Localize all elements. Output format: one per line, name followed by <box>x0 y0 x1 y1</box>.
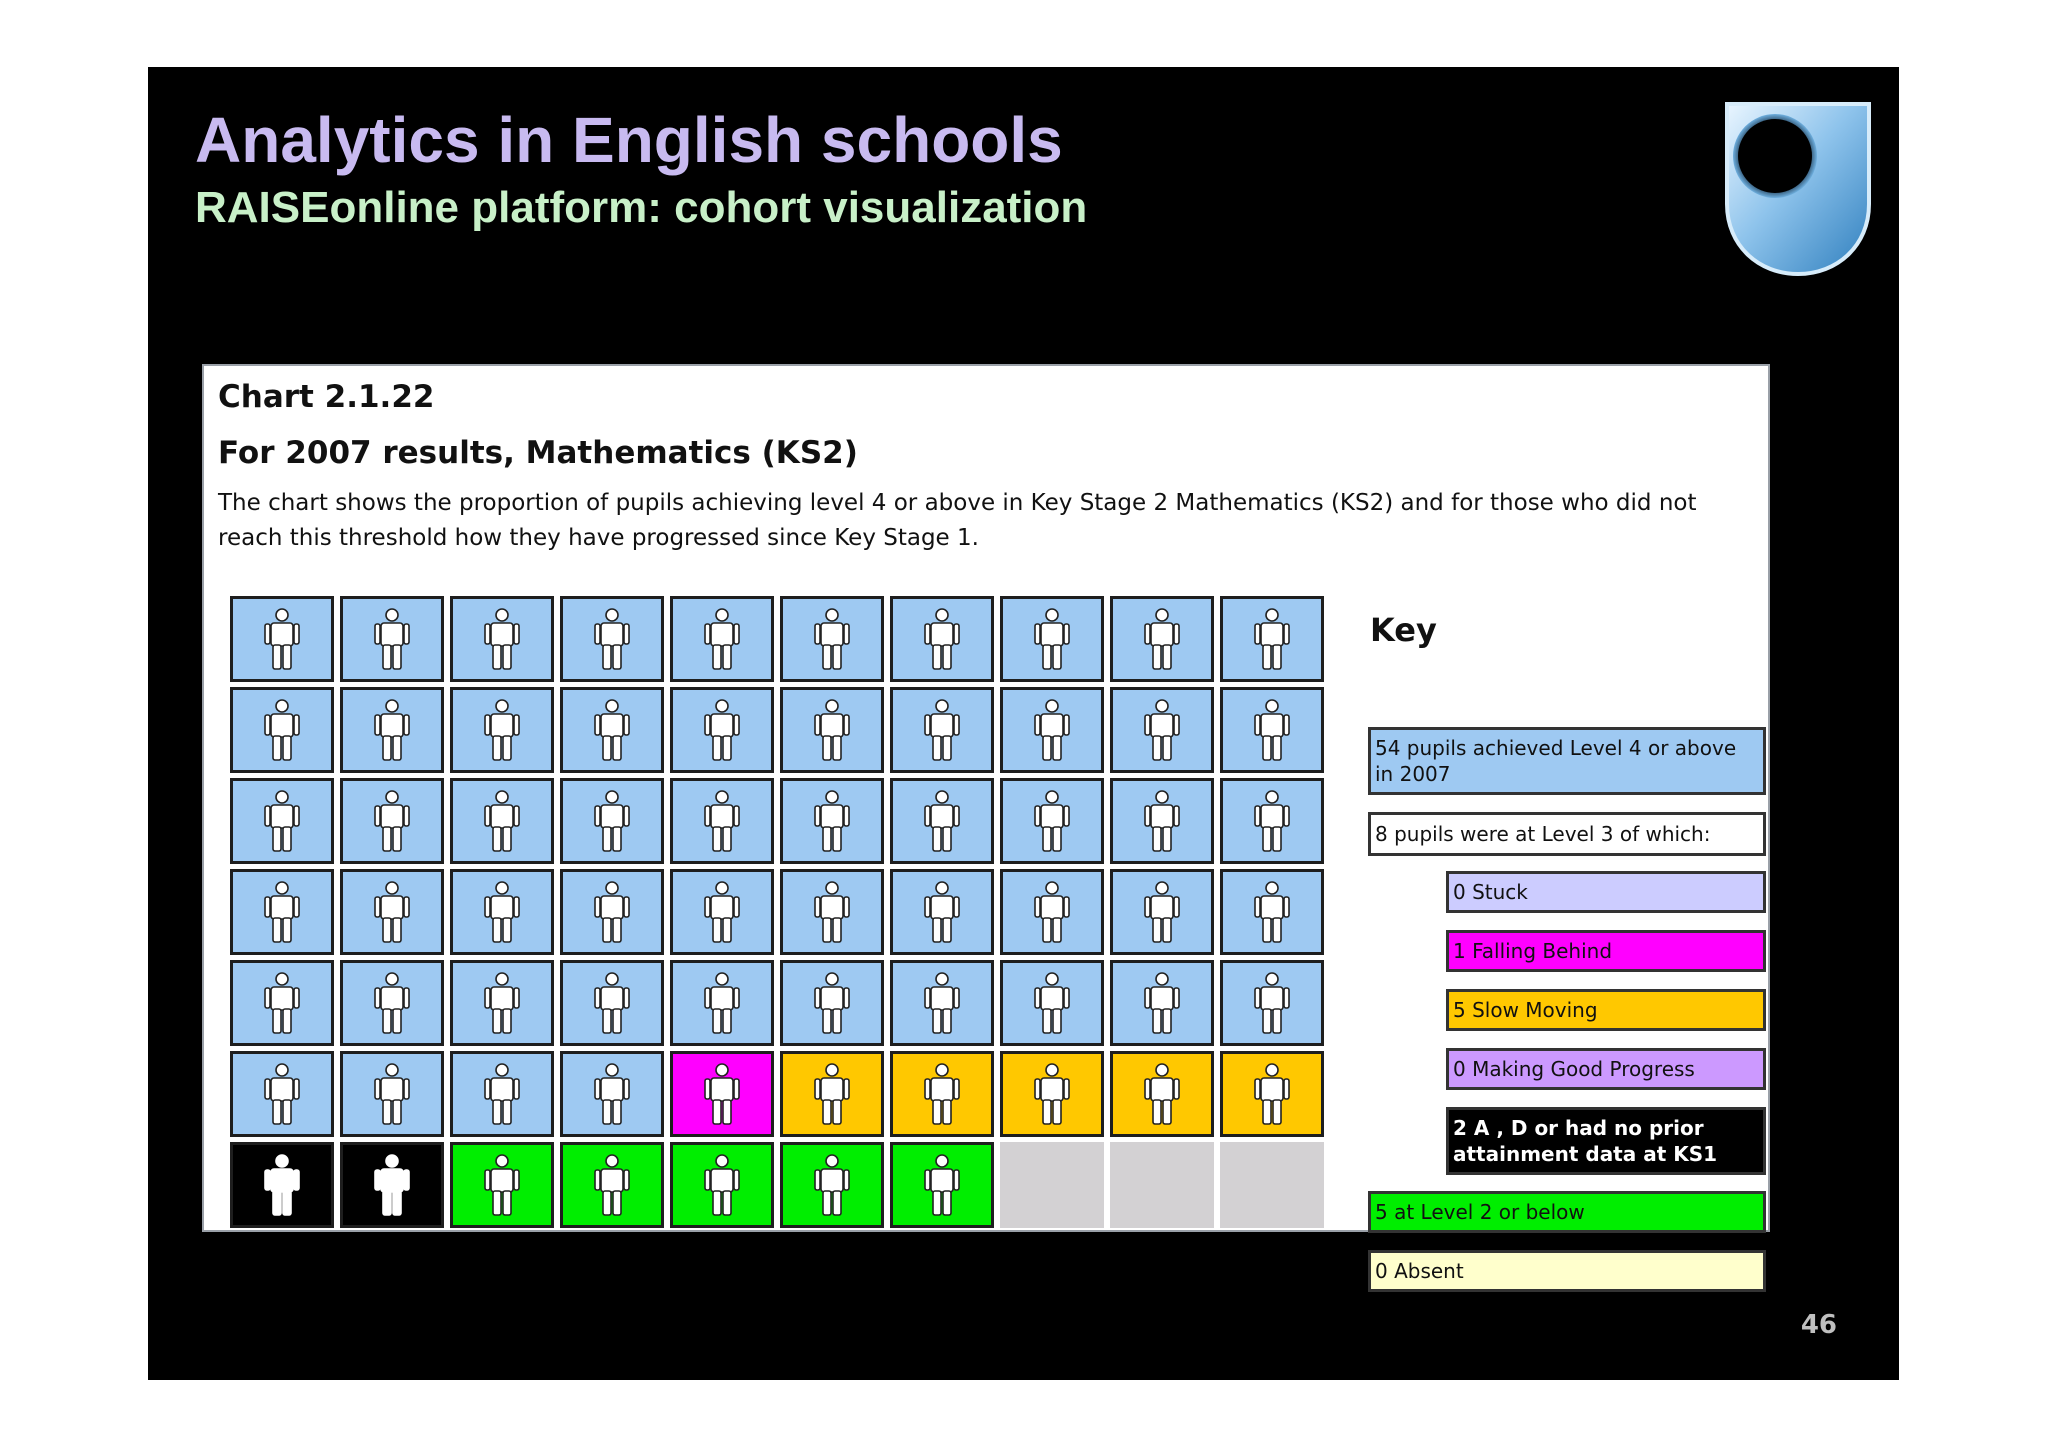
pupil-cell-level4 <box>560 960 664 1046</box>
pupil-figure-icon <box>1034 699 1070 761</box>
pupil-figure-icon <box>1254 608 1290 670</box>
pupil-figure-icon <box>704 790 740 852</box>
key-item-label: 0 Absent <box>1375 1259 1464 1283</box>
pupil-figure-icon <box>374 972 410 1034</box>
pupil-figure-icon <box>264 790 300 852</box>
key-item-level4 <box>1368 727 1766 795</box>
pupil-figure-icon <box>704 699 740 761</box>
pupil-figure-icon <box>1144 699 1180 761</box>
pupil-cell-level2 <box>670 1142 774 1228</box>
pupil-cell-level4 <box>1110 778 1214 864</box>
pupil-cell-level4 <box>890 687 994 773</box>
pupil-cell-level4 <box>780 869 884 955</box>
pupil-cell-level4 <box>1110 869 1214 955</box>
pupil-cell-noprior <box>230 1142 334 1228</box>
pupil-cell-slow <box>1110 1051 1214 1137</box>
pupil-cell-slow <box>1220 1051 1324 1137</box>
chart-heading: For 2007 results, Mathematics (KS2) <box>218 435 858 471</box>
pupil-figure-icon <box>484 1063 520 1125</box>
pupil-cell-falling <box>670 1051 774 1137</box>
key-item-label: 8 pupils were at Level 3 of which: <box>1375 822 1711 846</box>
key-item-label: 0 Stuck <box>1453 880 1528 904</box>
pupil-figure-icon <box>264 608 300 670</box>
pupil-figure-icon <box>484 972 520 1034</box>
pupil-figure-icon <box>264 972 300 1034</box>
pupil-cell-level4 <box>1220 778 1324 864</box>
key-item-level3 <box>1368 812 1766 856</box>
pupil-cell-level4 <box>560 778 664 864</box>
pupil-cell-level4 <box>1220 869 1324 955</box>
pupil-cell-level4 <box>340 960 444 1046</box>
pupil-figure-icon <box>374 881 410 943</box>
pupil-cell-level4 <box>230 778 334 864</box>
pupil-cell-level4 <box>450 960 554 1046</box>
key-item-absent <box>1368 1250 1766 1292</box>
pupil-cell-slow <box>1000 1051 1104 1137</box>
pupil-cell-level4 <box>1220 687 1324 773</box>
pupil-cell-level2 <box>890 1142 994 1228</box>
pupil-figure-icon <box>374 1063 410 1125</box>
pupil-cell-level4 <box>230 687 334 773</box>
pupil-cell-level4 <box>560 596 664 682</box>
key-item-label: 54 pupils achieved Level 4 or above in 2007 <box>1375 736 1737 786</box>
pupil-cell-level4 <box>1220 596 1324 682</box>
pupil-figure-icon <box>1254 972 1290 1034</box>
chart-description: The chart shows the proportion of pupils achieving level 4 or above in Key Stage 2 Mathematics (KS2) and for those who did not reach this threshold how they have progressed since Key Stage 1. <box>218 490 1697 551</box>
pupil-cell-level4 <box>1110 596 1214 682</box>
pupil-cell-level4 <box>670 960 774 1046</box>
pupil-cell-level4 <box>890 960 994 1046</box>
chart-panel <box>202 364 1770 1283</box>
pupil-figure-icon <box>484 1154 520 1216</box>
pupil-figure-icon <box>1254 881 1290 943</box>
slide-subtitle: RAISEonline platform: cohort visualization <box>195 183 1088 232</box>
pupil-figure-icon <box>594 881 630 943</box>
pupil-figure-icon <box>814 1063 850 1125</box>
pupil-figure-icon <box>924 972 960 1034</box>
pupil-figure-icon <box>924 1154 960 1216</box>
pupil-figure-icon <box>594 790 630 852</box>
slide <box>148 67 1899 1380</box>
pupil-cell-level4 <box>340 687 444 773</box>
pupil-cell-level4 <box>670 687 774 773</box>
pupil-figure-icon <box>1144 972 1180 1034</box>
key-item-good-progress <box>1446 1048 1766 1090</box>
pupil-figure-icon <box>814 790 850 852</box>
pupil-cell-level4 <box>1000 596 1104 682</box>
key-item-stuck <box>1446 871 1766 913</box>
pupil-figure-icon <box>1254 790 1290 852</box>
pupil-figure-icon <box>814 972 850 1034</box>
pupil-figure-icon <box>1144 790 1180 852</box>
pupil-cell-level4 <box>1000 687 1104 773</box>
pupil-cell-level4 <box>340 778 444 864</box>
pupil-figure-icon <box>594 1063 630 1125</box>
pupil-cell-level4 <box>230 1051 334 1137</box>
pupil-figure-icon <box>704 881 740 943</box>
pupil-cell-level4 <box>670 596 774 682</box>
pupil-figure-icon <box>814 699 850 761</box>
pupil-cell-level4 <box>450 778 554 864</box>
pupil-cell-level2 <box>450 1142 554 1228</box>
pupil-cell-level2 <box>560 1142 664 1228</box>
empty-cell <box>1110 1142 1214 1228</box>
pupil-figure-icon <box>814 881 850 943</box>
pupil-figure-icon <box>924 1063 960 1125</box>
pupil-figure-icon <box>924 699 960 761</box>
pupil-figure-icon <box>924 608 960 670</box>
pupil-cell-level4 <box>230 869 334 955</box>
pupil-cell-level4 <box>670 869 774 955</box>
pupil-figure-icon <box>1144 881 1180 943</box>
pupil-cell-level4 <box>560 869 664 955</box>
key-item-label: 5 at Level 2 or below <box>1375 1200 1585 1224</box>
pupil-figure-icon <box>374 699 410 761</box>
pupil-figure-icon <box>264 1063 300 1125</box>
pupil-figure-icon <box>704 608 740 670</box>
chart-id: Chart 2.1.22 <box>218 379 435 415</box>
empty-cell <box>1000 1142 1104 1228</box>
pupil-figure-icon <box>264 1154 300 1216</box>
empty-cell <box>1220 1142 1324 1228</box>
pupil-cell-level4 <box>340 596 444 682</box>
pupil-figure-icon <box>1034 881 1070 943</box>
pupil-cell-level4 <box>450 596 554 682</box>
pupil-cell-level4 <box>230 596 334 682</box>
key-item-label: 5 Slow Moving <box>1453 998 1598 1022</box>
pupil-cell-level4 <box>890 869 994 955</box>
pupil-figure-icon <box>924 881 960 943</box>
pupil-figure-icon <box>1144 1063 1180 1125</box>
pupil-cell-level4 <box>1220 960 1324 1046</box>
key-item-slow-moving <box>1446 989 1766 1031</box>
pupil-cell-level4 <box>450 687 554 773</box>
pupil-cell-level4 <box>340 869 444 955</box>
pupil-cell-level4 <box>780 596 884 682</box>
pupil-cell-level4 <box>230 960 334 1046</box>
pupil-figure-icon <box>1254 1063 1290 1125</box>
pupil-figure-icon <box>484 699 520 761</box>
pupil-figure-icon <box>814 1154 850 1216</box>
pupil-figure-icon <box>704 1154 740 1216</box>
open-university-logo-icon <box>1723 100 1873 278</box>
pupil-cell-slow <box>890 1051 994 1137</box>
pupil-figure-icon <box>1144 608 1180 670</box>
page-number: 46 <box>1800 1310 1837 1340</box>
pupil-figure-icon <box>484 608 520 670</box>
pupil-figure-icon <box>594 699 630 761</box>
pupil-figure-icon <box>264 881 300 943</box>
pupil-figure-icon <box>594 1154 630 1216</box>
pupil-figure-icon <box>1034 608 1070 670</box>
pupil-cell-level4 <box>1000 869 1104 955</box>
pupil-cell-level4 <box>1110 687 1214 773</box>
pupil-cell-level4 <box>560 1051 664 1137</box>
pupil-figure-icon <box>264 699 300 761</box>
pupil-cell-level2 <box>780 1142 884 1228</box>
pupil-cell-level4 <box>780 778 884 864</box>
pupil-cell-level4 <box>780 687 884 773</box>
pupil-cell-noprior <box>340 1142 444 1228</box>
pupil-figure-icon <box>1034 790 1070 852</box>
pupil-cell-level4 <box>560 687 664 773</box>
pupil-cell-level4 <box>1000 778 1104 864</box>
key-item-label: 2 A , D or had no prior attainment data at KS1 <box>1453 1116 1718 1166</box>
pupil-figure-icon <box>594 608 630 670</box>
key-item-level2-or-below <box>1368 1191 1766 1233</box>
pupil-cell-level4 <box>890 596 994 682</box>
pupil-figure-icon <box>704 972 740 1034</box>
pupil-figure-icon <box>924 790 960 852</box>
key-item-no-prior-data <box>1446 1107 1766 1175</box>
pupil-figure-icon <box>484 790 520 852</box>
pupil-cell-level4 <box>890 778 994 864</box>
pupil-cell-level4 <box>670 778 774 864</box>
key-item-falling-behind <box>1446 930 1766 972</box>
pupil-cell-level4 <box>450 1051 554 1137</box>
pupil-cell-level4 <box>1000 960 1104 1046</box>
pupil-cell-level4 <box>450 869 554 955</box>
key-title: Key <box>1370 611 1437 649</box>
pupil-cell-level4 <box>1110 960 1214 1046</box>
pupil-figure-icon <box>374 1154 410 1216</box>
pupil-figure-icon <box>1254 699 1290 761</box>
pupil-figure-icon <box>1034 1063 1070 1125</box>
key-item-label: 0 Making Good Progress <box>1453 1057 1695 1081</box>
pupil-figure-icon <box>374 790 410 852</box>
pupil-figure-icon <box>374 608 410 670</box>
pupil-cell-level4 <box>780 960 884 1046</box>
pupil-cell-level4 <box>340 1051 444 1137</box>
pupil-figure-icon <box>704 1063 740 1125</box>
pupil-cell-slow <box>780 1051 884 1137</box>
slide-title: Analytics in English schools <box>195 104 1063 176</box>
pupil-figure-icon <box>484 881 520 943</box>
pupil-grid <box>230 596 1324 1228</box>
pupil-figure-icon <box>814 608 850 670</box>
key-item-label: 1 Falling Behind <box>1453 939 1613 963</box>
pupil-figure-icon <box>594 972 630 1034</box>
pupil-figure-icon <box>1034 972 1070 1034</box>
